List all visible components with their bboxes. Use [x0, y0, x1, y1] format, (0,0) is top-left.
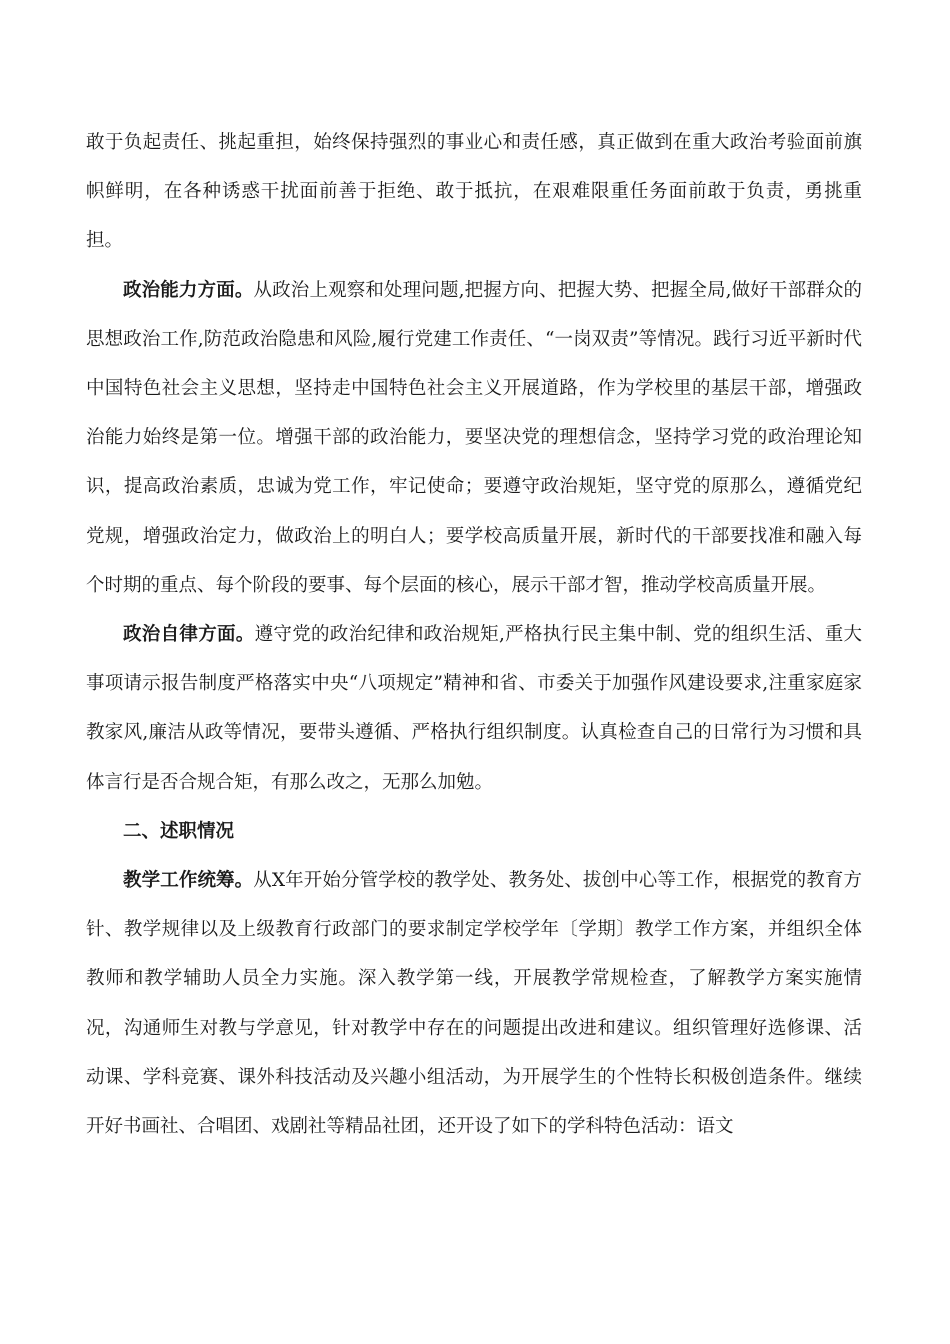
- paragraph-continuation: 敢于负起责任、挑起重担，始终保持强烈的事业心和责任感，真正做到在重大政治考验面前旗帜鲜明，在各种诱惑干扰面前善于拒绝、敢于抵抗，在艰难限重任务面前敢于负责，勇挑重担。: [86, 132, 862, 252]
- paragraph-teaching-coordination: [86, 856, 862, 1151]
- paragraph-political-ability: [86, 266, 862, 610]
- paragraph-body-teaching-coordination: 从X年开始分管学校的教学处、教务处、拔创中心等工作，根据党的教育方针、教学规律以及上级教育行政部门的要求制定学校学年〔学期〕教学工作方案，并组织全体教师和教学辅助人员全力实施。深入教学第一线，开展教学常规检查，了解教学方案实施情况，沟通师生对教与学意见，针对教学中存在的问题提出改进和建议。组织管理好选修课、活动课、学科竞赛、课外科技活动及兴趣小组活动，为开展学生的个性特长积极创造条件。继续开好书画社、合唱团、戏剧社等精品社团，还开设了如下的学科特色活动：语文: [86, 870, 862, 1138]
- paragraph-body-political-discipline: 遵守党的政治纪律和政治规矩,严格执行民主集中制、党的组织生活、重大事项请示报告制度严格落实中央“八项规定”精神和省、市委关于加强作风建设要求,注重家庭家教家风,廉洁从政等情况，要带头遵循、严格执行组织制度。认真检查自己的日常行为习惯和具体言行是否合规合矩，有那么改之，无那么加勉。: [86, 624, 862, 793]
- paragraph-political-discipline: [86, 610, 862, 807]
- paragraph-lead-teaching-coordination: 教学工作统筹。: [123, 870, 254, 892]
- section-heading: 二、述职情况: [123, 820, 235, 842]
- document-page: [86, 118, 862, 1151]
- paragraph-lead-political-discipline: 政治自律方面。: [123, 624, 255, 646]
- paragraph-lead-political-ability: 政治能力方面。: [123, 279, 254, 301]
- paragraph-body-political-ability: 从政治上观察和处理问题,把握方向、把握大势、把握全局,做好干部群众的思想政治工作,防范政治隐患和风险,履行党建工作责任、“一岗双责”等情况。践行习近平新时代中国特色社会主义思想，坚持走中国特色社会主义开展道路，作为学校里的基层干部，增强政治能力始终是第一位。增强干部的政治能力，要坚决党的理想信念，坚持学习党的政治理论知识，提高政治素质，忠诚为党工作，牢记使命；要遵守政治规矩，坚守党的原那么，遵循党纪党规，增强政治定力，做政治上的明白人；要学校高质量开展，新时代的干部要找准和融入每个时期的重点、每个阶段的要事、每个层面的核心，展示干部才智，推动学校高质量开展。: [86, 279, 862, 596]
